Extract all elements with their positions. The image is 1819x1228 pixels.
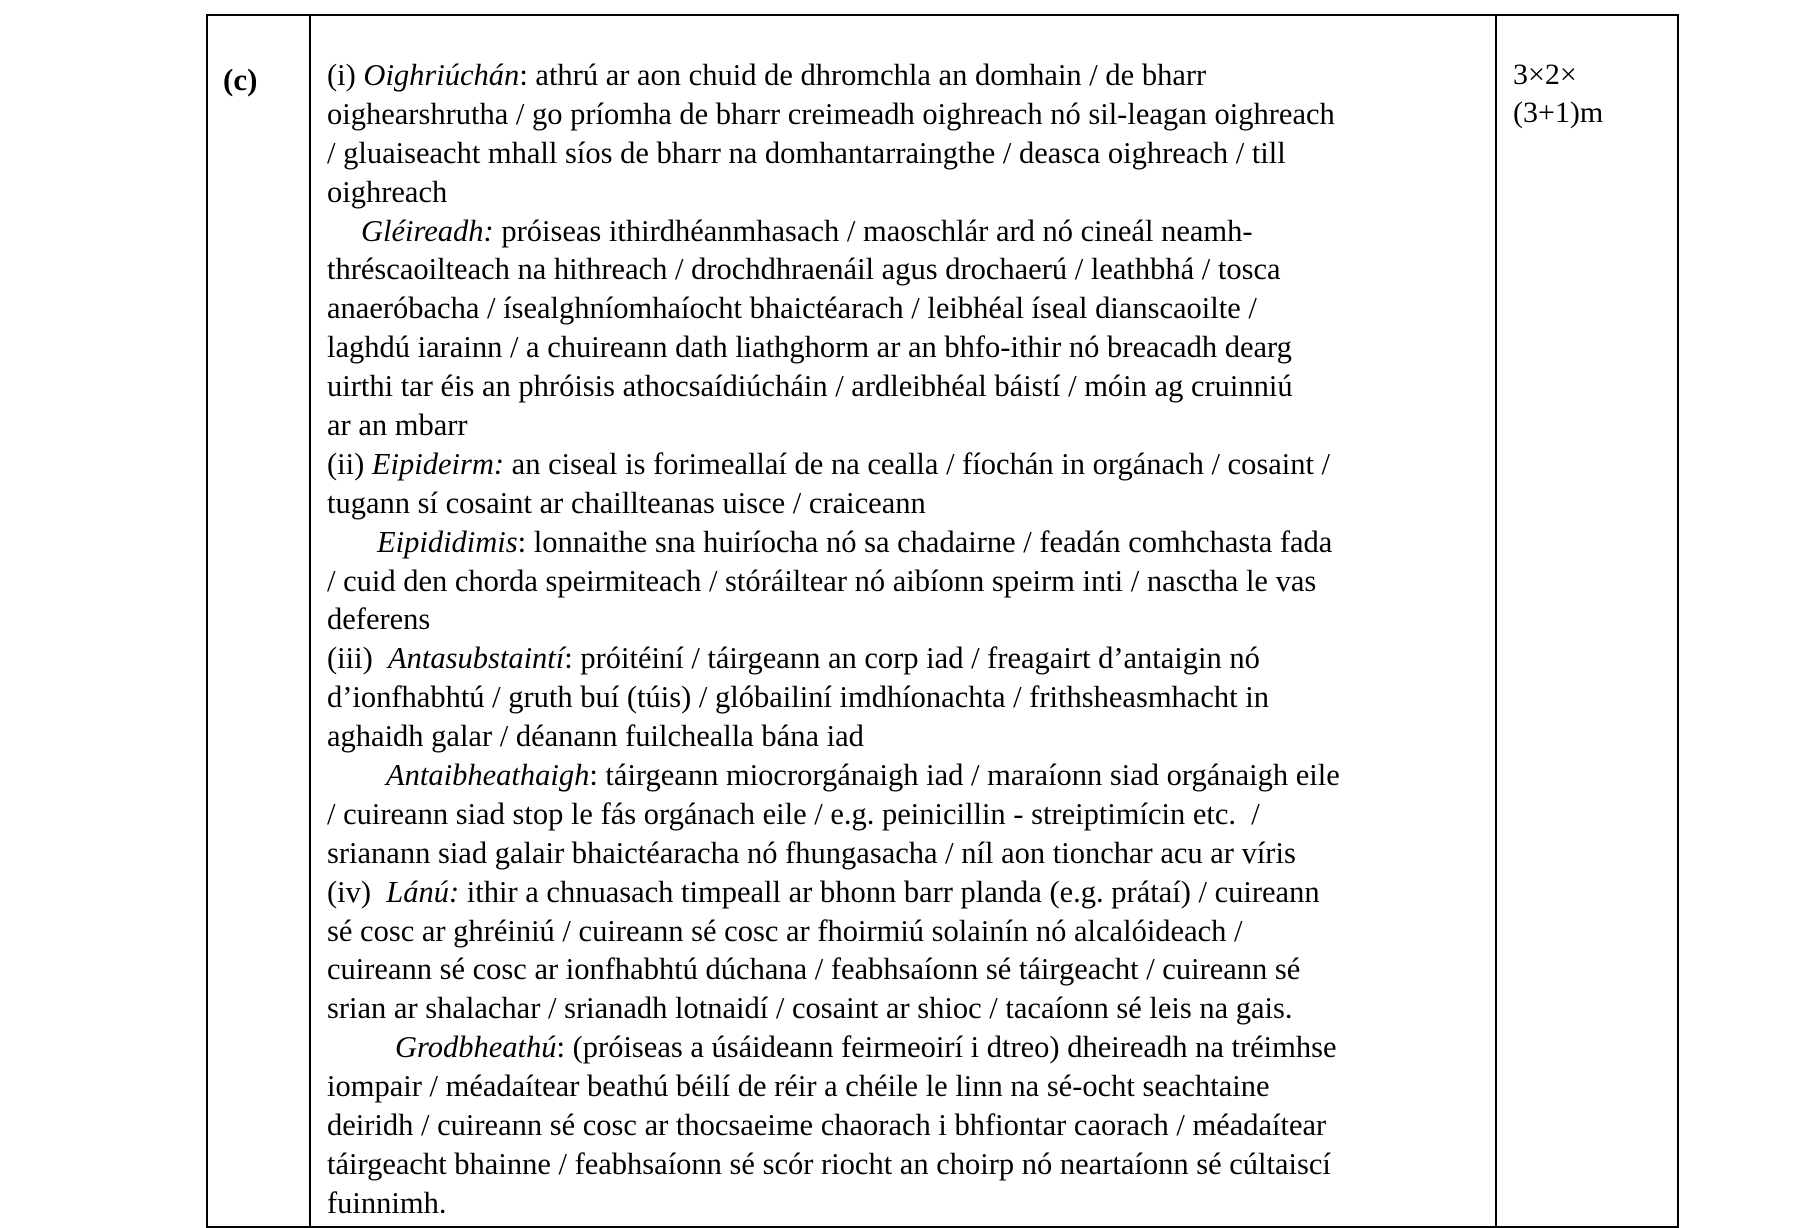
answer-line: srianann siad galair bhaictéaracha nó fhungasacha / níl aon tionchar acu ar víris [327,835,1296,870]
answer-antasubstainti [327,639,1487,756]
answer-line: anaeróbacha / ísealghníomhaíocht bhaictéarach / leibhéal íseal dianscaoilte / [327,291,1257,326]
marks-line: 3×2× [1513,58,1577,91]
answer-line: (i) Oighriúchán: athrú ar aon chuid de dhromchla an domhain / de bharr [327,58,1207,92]
answer-line: táirgeacht bhainne / feabhsaíonn sé scór riocht an choirp nó neartaíonn sé cúltaiscí [327,1146,1331,1181]
term-antaibheathaigh: Antaibheathaigh [386,758,590,793]
answer-line: (ii) Eipideirm: an ciseal is forimeallaí de na cealla / fíochán in orgánach / cosaint / [327,446,1331,481]
answer-antaibheathaigh [327,756,1487,873]
answer-line: laghdú iarainn / a chuireann dath liathghorm ar an bhfo-ithir nó breacadh dearg [327,330,1292,365]
answer-line: cuireann sé cosc ar ionfhabhtú dúchana / feabhsaíonn sé táirgeacht / cuireann sé [327,952,1301,987]
answer-line: aghaidh galar / déanann fuilchealla bána iad [327,719,864,754]
answer-line: ar an mbarr [327,408,468,443]
answer-line: fuinnimh. [327,1185,447,1220]
answer-oighriuchan [327,56,1487,212]
marking-scheme-table [206,14,1679,1228]
answer-gleireadh [327,212,1487,445]
term-lanu: Lánú: [386,874,460,909]
term-antasubstainti: Antasubstaintí [388,641,565,676]
answer-line: d’ionfhabhtú / gruth buí (túis) / glóbailiní imdhíonachta / frithsheasmhacht in [327,680,1269,715]
answer-line: sé cosc ar ghréiniú / cuireann sé cosc ar fhoirmiú solainín nó alcalóideach / [327,913,1243,948]
answer-cell [310,15,1496,1227]
term-grodbheathu: Grodbheathú [395,1030,557,1065]
answer-line: / cuid den chorda speirmiteach / stóráiltear nó aibíonn speirm inti / nasctha le vas [327,563,1317,598]
answer-line: / gluaiseacht mhall síos de bharr na domhantarraingthe / deasca oighreach / till [327,135,1286,170]
answer-eipididimis [327,523,1487,640]
answer-line: thréscaoilteach na hithreach / drochdhraenáil agus drochaerú / leathbhá / tosca [327,252,1281,287]
table-row [207,15,1678,1227]
term-eipideirm: Eipideirm: [371,446,505,481]
answer-line: Grodbheathú: (próiseas a úsáideann feirmeoirí i dtreo) dheireadh na tréimhse [395,1030,1337,1065]
answer-line: Antaibheathaigh: táirgeann miocrorgánaigh iad / maraíonn siad orgánaigh eile [386,758,1340,793]
part-label: (c) [207,15,310,1227]
answer-line: (iv) Lánú: ithir a chnuasach timpeall ar bhonn barr planda (e.g. prátaí) / cuireann [327,874,1320,909]
answer-line: deiridh / cuireann sé cosc ar thocsaeime chaorach i bhfiontar caorach / méadaítear [327,1108,1327,1143]
answer-line: iompair / méadaítear beathú béilí de réir a chéile le linn na sé-ocht seachtaine [327,1069,1270,1104]
answer-line: oighreach [327,174,448,209]
answer-grodbheathu [327,1028,1487,1222]
answer-line: tugann sí cosaint ar chaillteanas uisce / craiceann [327,485,926,520]
answer-line: deferens [327,602,431,637]
answer-line: uirthi tar éis an phróisis athocsaídiúcháin / ardleibhéal báistí / móin ag cruinniú [327,369,1293,404]
marks-cell [1496,15,1678,1227]
marks-line: (3+1)m [1513,96,1604,129]
term-gleireadh: Gléireadh: [361,213,494,248]
answer-line: oighearshrutha / go príomha de bharr creimeadh oighreach nó sil-leagan oighreach [327,96,1335,131]
answer-line: Gléireadh: próiseas ithirdhéanmhasach / maoschlár ard nó cineál neamh- [361,213,1253,248]
answer-line: Eipididimis: lonnaithe sna huiríocha nó sa chadairne / feadán comhchasta fada [377,524,1333,559]
answer-lanu [327,873,1487,1029]
answer-eipideirm [327,445,1487,523]
term-eipididimis: Eipididimis [377,524,518,559]
term-oighriuchan: Oighriúchán [363,58,520,92]
answer-line: / cuireann siad stop le fás orgánach eile / e.g. peinicillin - streiptimícin etc. / [327,796,1260,831]
answer-line: (iii) Antasubstaintí: próitéiní / táirgeann an corp iad / freagairt d’antaigin nó [327,641,1260,676]
answer-line: srian ar shalachar / srianadh lotnaidí / cosaint ar shioc / tacaíonn sé leis na gais. [327,991,1293,1026]
